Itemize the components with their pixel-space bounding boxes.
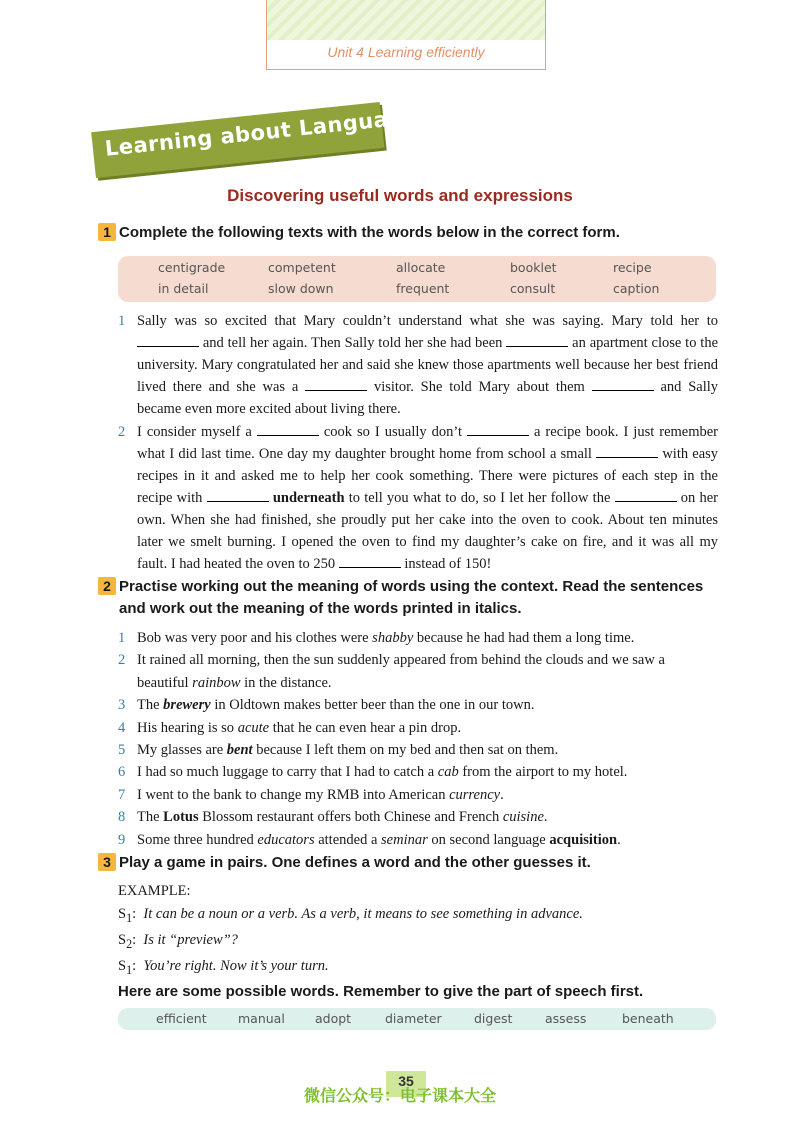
item-number: 2 — [118, 652, 126, 669]
item-number: 7 — [118, 786, 126, 803]
list-item — [118, 829, 718, 851]
word-strip-item: efficient — [156, 1011, 207, 1026]
item-number: 5 — [118, 742, 126, 759]
text-segment: His hearing is so — [137, 719, 238, 736]
item-number: 6 — [118, 764, 126, 781]
section-banner — [91, 102, 420, 178]
dialogue-line: $S_2$: Is it “preview”? — [118, 931, 238, 951]
word-box-item: slow down — [268, 281, 334, 296]
exercise-instruction: Complete the following texts with the words below in the correct form. — [119, 224, 620, 241]
list-item — [118, 761, 718, 783]
text-segment: cook so I usually don’t — [323, 424, 462, 440]
watermark: 微信公众号：电子课本大全 — [303, 1086, 496, 1105]
example-label: EXAMPLE: — [118, 883, 191, 899]
list-item — [118, 739, 718, 761]
word-strip-item: beneath — [622, 1011, 674, 1026]
answer-blank[interactable] — [596, 457, 658, 458]
bold-word: Lotus — [163, 809, 199, 826]
paragraph-text — [118, 421, 718, 575]
text-segment: in the distance. — [240, 674, 332, 691]
dialogue-line: $S_1$: It can be a noun or a verb. As a verb, it means to see something in advance. — [118, 905, 583, 925]
text-segment: The — [137, 809, 164, 826]
speaker: S — [118, 931, 127, 948]
text-segment: on her own. When she had finished, she proudly put her cake into the oven to cook. About ten minutes later we smelt burning. I opened the oven to find my daughter’s cake on fire, and it was all my fault. I had heated the oven to 250 — [137, 490, 719, 572]
italic-word: rainbow — [192, 674, 241, 691]
text-segment: Bob was very poor and his clothes were — [137, 630, 373, 646]
exercise-number: 3 — [98, 853, 116, 871]
text-segment: because he had had them a long time. — [413, 630, 635, 646]
list-item — [118, 649, 718, 694]
exercise-1-heading — [98, 222, 738, 244]
answer-blank[interactable] — [592, 390, 654, 391]
word-box-item: frequent — [396, 281, 450, 296]
word-box-item: booklet — [510, 260, 557, 275]
text-segment: an apartment close to the university. Mary congratulated her and said she knew those apartments well because her best friend lived there and she was a — [137, 335, 719, 395]
text-segment: . — [617, 831, 621, 848]
word-box-item: in detail — [158, 281, 209, 296]
possible-words-strip — [118, 1008, 716, 1030]
italic-word: cuisine — [502, 809, 544, 826]
exercise-instruction-2: and work out the meaning of the words printed in italics. — [119, 600, 522, 617]
speaker: S — [118, 905, 127, 922]
word-box — [118, 256, 716, 302]
answer-blank[interactable] — [137, 346, 199, 347]
text-segment: attended a — [314, 831, 382, 848]
text-segment: I had so much luggage to carry that I had to catch a — [137, 764, 438, 781]
italic-word: bent — [226, 742, 253, 759]
paragraph-1 — [118, 310, 718, 420]
list-item — [118, 806, 718, 828]
text-segment: My glasses are — [137, 742, 227, 759]
dialogue-text: Is it “preview”? — [143, 931, 238, 948]
bold-word: acquisition — [549, 831, 618, 848]
text-segment: Blossom restaurant offers both Chinese and French — [198, 809, 503, 826]
text-segment: and tell her again. Then Sally told her she had been — [202, 335, 503, 351]
italic-word: educators — [257, 831, 315, 848]
text-segment: Sally was so excited that Mary couldn’t understand what she was saying. Mary told her to — [137, 313, 718, 329]
text-segment: a recipe book. I just remember what I did last time. One day my daughter brought home from school a small — [137, 424, 719, 462]
example-dialogue — [118, 880, 718, 982]
text-segment: I went to the bank to change my RMB into American — [137, 786, 450, 803]
dialogue-text: It can be a noun or a verb. As a verb, it means to see something in advance. — [143, 905, 583, 922]
answer-blank[interactable] — [467, 435, 529, 436]
text-segment: instead of 150! — [404, 556, 492, 572]
section-subtitle: Discovering useful words and expressions — [227, 186, 573, 205]
speaker-index: 2 — [126, 936, 133, 951]
answer-blank[interactable] — [257, 435, 319, 436]
item-number: 3 — [118, 697, 126, 714]
text-segment: in Oldtown makes better beer than the one in our town. — [210, 697, 535, 714]
text-segment: . — [543, 809, 548, 826]
text-segment: with easy recipes in it and asked me to help her cook something. There were pictures of each step in the recipe with — [137, 446, 719, 506]
answer-blank[interactable] — [506, 346, 568, 347]
dialogue-line: $S_1$: You’re right. Now it’s your turn. — [118, 958, 329, 978]
italic-word: acute — [237, 719, 270, 736]
text-segment: It rained all morning, then the sun suddenly appeared from behind the clouds and we saw a beautiful — [137, 652, 665, 691]
italic-word: brewery — [163, 697, 211, 714]
unit-header — [266, 0, 546, 70]
exercise-number: 2 — [98, 577, 116, 595]
exercise-3-heading — [98, 852, 738, 874]
unit-title: Unit 4 Learning efficiently — [327, 44, 485, 60]
text-segment: I consider myself a — [137, 424, 252, 440]
text-segment: The — [137, 697, 164, 714]
exercise-instruction: Practise working out the meaning of words using the context. Read the sentences — [119, 578, 704, 595]
paragraph-2 — [118, 421, 718, 575]
word-box-item: consult — [510, 281, 556, 296]
word-strip-item: manual — [238, 1011, 285, 1026]
text-segment: because I left them on my bed and then sat on them. — [252, 742, 559, 759]
word-box-item: centigrade — [158, 260, 226, 275]
paragraph-number: 1 — [118, 313, 126, 329]
italic-word: shabby — [372, 630, 414, 646]
word-strip-item: digest — [474, 1011, 513, 1026]
italic-word: cab — [437, 764, 459, 781]
exercise-instruction: Play a game in pairs. One defines a word and the other guesses it. — [119, 854, 591, 871]
list-item — [118, 694, 718, 716]
answer-blank[interactable] — [615, 501, 677, 502]
paragraph-number: 2 — [118, 424, 126, 440]
exercise-number: 1 — [98, 223, 116, 241]
banner-title: Learning about Language — [103, 104, 420, 161]
answer-blank[interactable] — [207, 501, 269, 502]
italic-word: seminar — [381, 831, 428, 848]
text-segment: Some three hundred — [137, 831, 258, 848]
text-segment: to tell you what to do, so I let her follow the — [348, 490, 611, 506]
word-strip-item: diameter — [385, 1011, 442, 1026]
word-box-item: competent — [268, 260, 336, 275]
bold-word: underneath — [272, 490, 345, 506]
speaker-index: 1 — [126, 910, 133, 925]
exercise-2-list — [118, 627, 718, 851]
italic-word: currency — [449, 786, 501, 803]
text-segment: on second language — [427, 831, 550, 848]
word-strip-item: assess — [545, 1011, 587, 1026]
paragraph-text — [118, 310, 718, 420]
answer-blank[interactable] — [339, 567, 401, 568]
exercise-2-heading — [98, 576, 738, 620]
word-strip-item: adopt — [315, 1011, 352, 1026]
word-box-item: allocate — [396, 260, 446, 275]
list-item — [118, 717, 718, 739]
text-segment: visitor. She told Mary about them — [373, 379, 585, 395]
dialogue-text: You’re right. Now it’s your turn. — [143, 958, 329, 975]
header-pattern — [267, 0, 545, 40]
word-box-item: caption — [613, 281, 660, 296]
list-item — [118, 784, 718, 806]
list-item — [118, 627, 718, 649]
text-segment: and Sally became even more excited about living there. — [137, 379, 719, 417]
word-box-item: recipe — [613, 260, 652, 275]
page-number: 35 — [386, 1071, 426, 1097]
speaker: S — [118, 958, 127, 975]
item-number: 9 — [118, 831, 126, 848]
text-segment: . — [500, 786, 504, 803]
text-segment: that he can even hear a pin drop. — [269, 719, 462, 736]
item-number: 4 — [118, 719, 126, 736]
answer-blank[interactable] — [305, 390, 367, 391]
text-segment: from the airport to my hotel. — [458, 764, 628, 781]
item-number: 8 — [118, 809, 126, 826]
speaker-index: 1 — [126, 963, 133, 978]
words-instruction: Here are some possible words. Remember to give the part of speech first. — [118, 983, 644, 1000]
item-number: 1 — [118, 630, 126, 646]
